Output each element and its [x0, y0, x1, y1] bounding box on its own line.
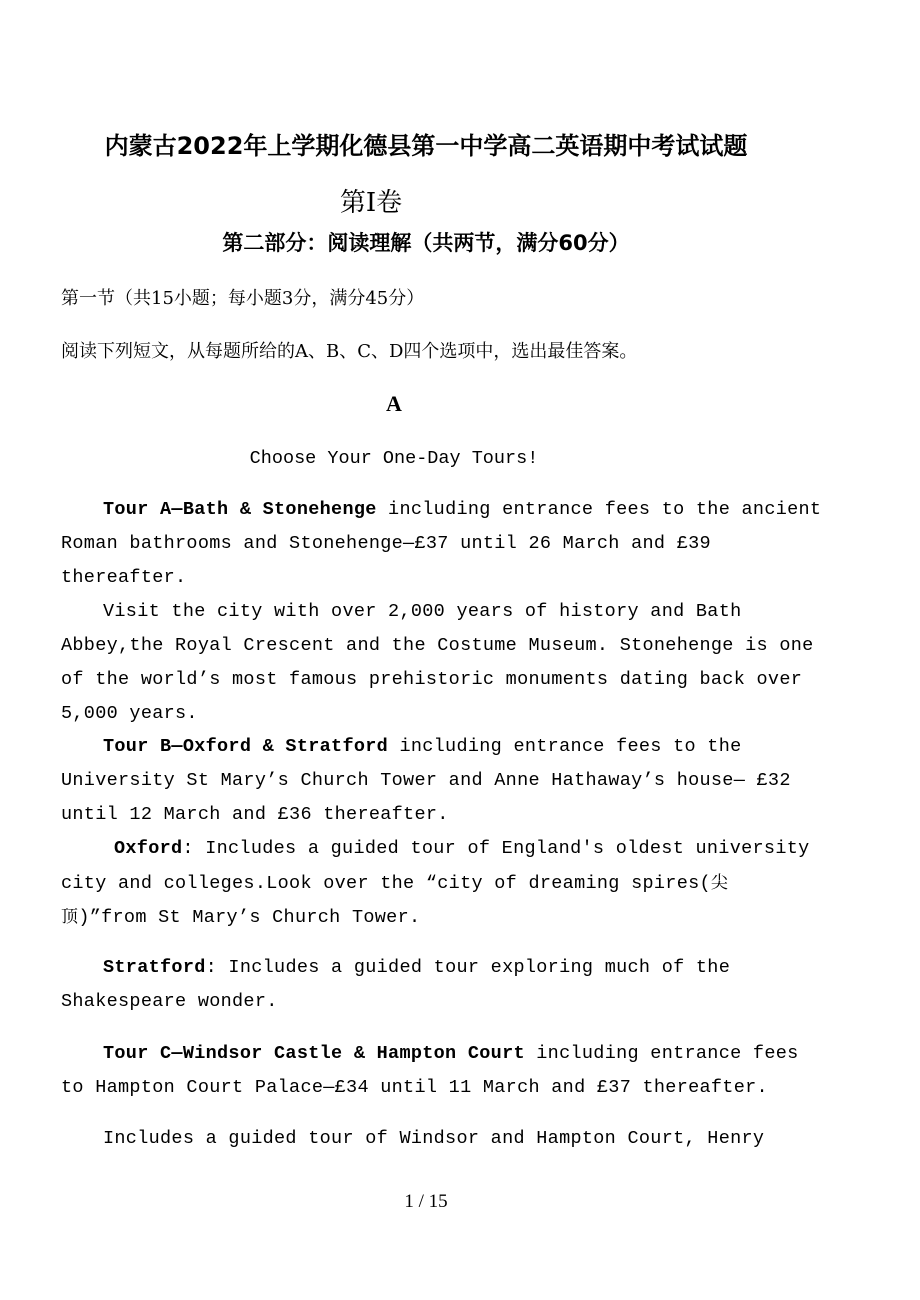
section-heading: 第一节（共15小题；每小题3分，满分45分）: [61, 288, 425, 309]
exam-title: 内蒙古2022年上学期化德县第一中学高二英语期中考试试题: [104, 132, 748, 160]
tour-a-line-3: thereafter.: [61, 567, 187, 588]
tour-a-text: including entrance fees to the ancient: [376, 499, 822, 520]
stratford-line-2: Shakespeare wonder.: [61, 991, 278, 1012]
passage-title: Choose Your One-Day Tours!: [249, 448, 539, 469]
oxford-cjk-2: 顶: [61, 907, 79, 927]
tour-b-text: including entrance fees to the: [388, 736, 742, 757]
oxford-text-1: : Includes a guided tour of England's oldest university: [182, 838, 810, 859]
oxford-text-3: )”from St Mary’s Church Tower.: [78, 907, 421, 928]
tour-b-line-2: University St Mary’s Church Tower and Anne Hathaway’s house— £32: [61, 770, 791, 791]
page-number: 1 / 15: [404, 1191, 448, 1212]
oxford-line-1: [114, 832, 810, 866]
tour-b-line-1: [103, 730, 742, 764]
passage-letter: A: [386, 391, 402, 416]
oxford-line-3: [61, 900, 420, 935]
oxford-cjk-1: 尖: [710, 873, 729, 893]
tour-a-desc-3: of the world’s most famous prehistoric monuments dating back over: [61, 669, 803, 690]
tour-a-desc-2: Abbey,the Royal Crescent and the Costume Museum. Stonehenge is one: [61, 635, 814, 656]
tour-c-heading: Tour C—Windsor Castle & Hampton Court: [103, 1043, 525, 1064]
part-heading: 第二部分：阅读理解（共两节，满分60分）: [222, 231, 630, 255]
tour-a-desc-4: 5,000 years.: [61, 703, 198, 724]
tour-a-desc-1: Visit the city with over 2,000 years of history and Bath: [103, 601, 742, 622]
tour-a-heading: Tour A—Bath & Stonehenge: [103, 499, 377, 520]
instruction-text: 阅读下列短文，从每题所给的A、B、C、D四个选项中，选出最佳答案。: [61, 341, 638, 362]
stratford-label: Stratford: [103, 957, 206, 978]
oxford-text-2: city and colleges.Look over the “city of dreaming spires(: [61, 873, 711, 894]
volume-heading: 第I卷: [339, 188, 403, 218]
oxford-line-2: [61, 866, 728, 901]
tour-a-line-2: Roman bathrooms and Stonehenge—£37 until 26 March and £39: [61, 533, 711, 554]
tour-a-line-1: [103, 493, 821, 527]
tour-b-line-3: until 12 March and £36 thereafter.: [61, 804, 449, 825]
stratford-text-1: : Includes a guided tour exploring much of the: [205, 957, 731, 978]
tour-c-line-1: [103, 1037, 799, 1071]
tour-c-text: including entrance fees: [524, 1043, 799, 1064]
tour-c-line-2: to Hampton Court Palace—£34 until 11 March and £37 thereafter.: [61, 1077, 768, 1098]
oxford-label: Oxford: [114, 838, 183, 859]
stratford-line-1: [103, 951, 730, 985]
tour-c-line-3: Includes a guided tour of Windsor and Hampton Court, Henry: [103, 1128, 765, 1149]
tour-b-heading: Tour B—Oxford & Stratford: [103, 736, 389, 757]
